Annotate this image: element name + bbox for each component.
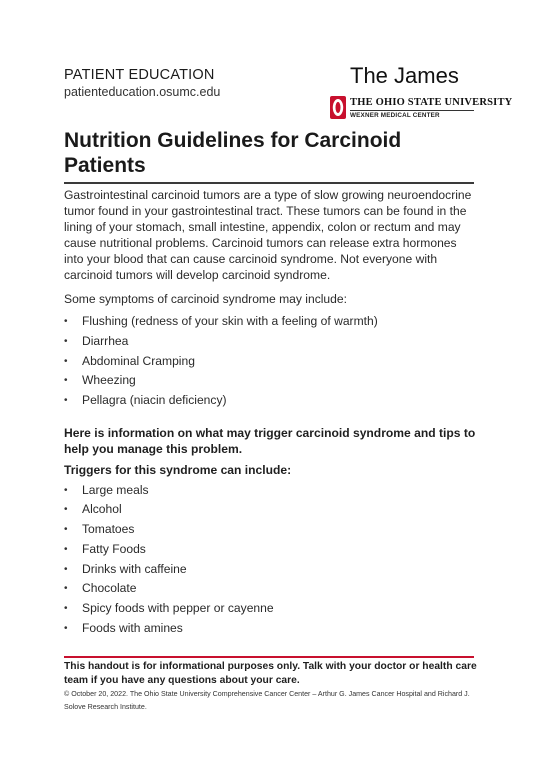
list-item: • Drinks with caffeine bbox=[64, 560, 478, 580]
brand-name: The James bbox=[350, 63, 459, 88]
disclaimer: This handout is for informational purposes only. Talk with your doctor or health care team if you have any questions about your care. bbox=[64, 661, 477, 686]
ohio-state-o-icon bbox=[330, 96, 346, 119]
list-item: • Abdominal Cramping bbox=[64, 352, 478, 372]
intro-paragraph: Gastrointestinal carcinoid tumors are a type of slow growing neuroendocrine tumor found in your gastrointestinal tract. These tumors can be found in the lining of your stomach, small intestine, appendix, colon or rectum and may cause nutritional problems. Carcinoid tumors can release extra hormones into your blood that can cause carcinoid syndrome. Not everyone with carcinoid tumors will develop carcinoid syndrome. bbox=[64, 188, 472, 282]
list-item: • Pellagra (niacin deficiency) bbox=[64, 391, 478, 411]
symptoms-lead: Some symptoms of carcinoid syndrome may include: bbox=[64, 292, 347, 307]
medical-center-name: WEXNER MEDICAL CENTER bbox=[350, 112, 440, 119]
list-item: • Flushing (redness of your skin with a feeling of warmth) bbox=[64, 312, 478, 332]
main-content bbox=[64, 188, 478, 638]
copyright: © October 20, 2022. The Ohio State University Comprehensive Cancer Center – Arthur G. James Cancer Hospital and Richard J. Solove Research Institute. bbox=[64, 690, 470, 711]
patient-education-url[interactable]: patienteducation.osumc.edu bbox=[64, 85, 221, 99]
header bbox=[64, 66, 220, 101]
list-item: • Alcohol bbox=[64, 500, 478, 520]
list-item: • Diarrhea bbox=[64, 332, 478, 352]
list-item: • Tomatoes bbox=[64, 520, 478, 540]
patient-education-label: PATIENT EDUCATION bbox=[64, 67, 215, 83]
list-item: • Foods with amines bbox=[64, 619, 478, 639]
symptoms-list bbox=[64, 312, 478, 411]
list-item: • Chocolate bbox=[64, 579, 478, 599]
list-item: • Wheezing bbox=[64, 371, 478, 391]
footer-divider bbox=[64, 656, 474, 658]
brand-divider bbox=[350, 110, 474, 111]
page-title: Nutrition Guidelines for Carcinoid Patients bbox=[64, 129, 402, 177]
triggers-list bbox=[64, 481, 478, 639]
title-divider bbox=[64, 182, 474, 184]
list-item: • Large meals bbox=[64, 481, 478, 501]
triggers-heading: Triggers for this syndrome can include: bbox=[64, 462, 292, 477]
list-item: • Spicy foods with pepper or cayenne bbox=[64, 599, 478, 619]
trigger-info-paragraph: Here is information on what may trigger carcinoid syndrome and tips to help you manage this problem. bbox=[64, 425, 476, 456]
list-item: • Fatty Foods bbox=[64, 540, 478, 560]
university-name: THE OHIO STATE UNIVERSITY bbox=[350, 97, 513, 108]
